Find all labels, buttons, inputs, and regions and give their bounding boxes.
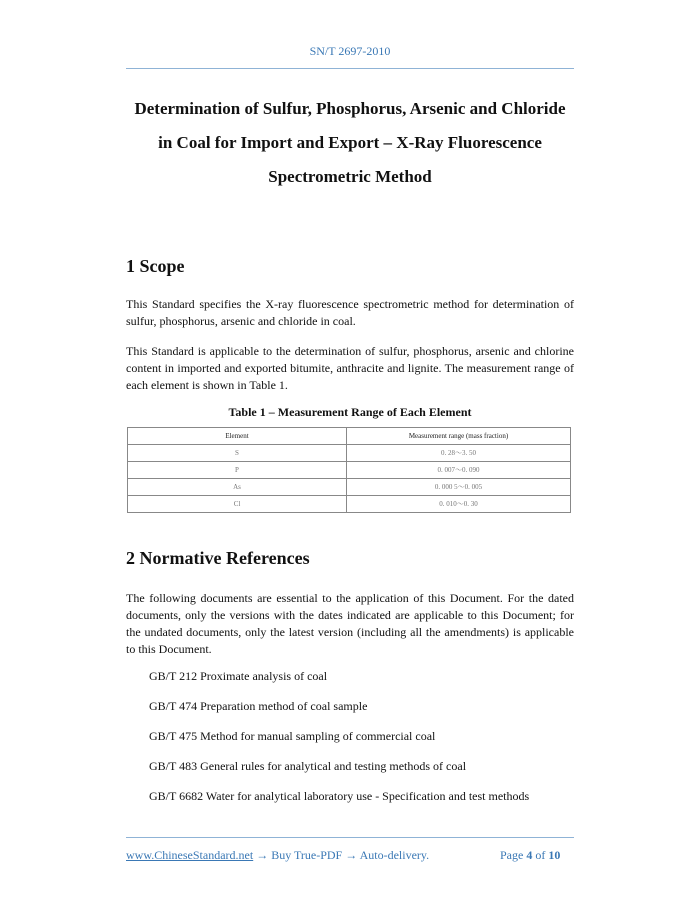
- title-line-3: Spectrometric Method: [268, 167, 432, 186]
- table-cell-element: S: [128, 445, 347, 462]
- table-cell-range: 0. 28～3. 50: [347, 445, 571, 462]
- scope-paragraph-2: This Standard is applicable to the determination of sulfur, phosphorus, arsenic and chlorine content in imported and exported bitumite, anthracite and lignite. The measurement range of each element is shown in Table 1.: [126, 344, 574, 392]
- reference-item: GB/T 474 Preparation method of coal sample: [149, 699, 368, 713]
- reference-item: GB/T 212 Proximate analysis of coal: [149, 669, 328, 683]
- footer-divider: [126, 837, 574, 838]
- reference-item: GB/T 483 General rules for analytical and testing methods of coal: [149, 759, 467, 773]
- buy-true-pdf-text: Buy True-PDF: [271, 848, 343, 862]
- page-label: Page: [500, 848, 524, 862]
- arrow-right-icon: →: [345, 848, 358, 862]
- reference-item: GB/T 475 Method for manual sampling of commercial coal: [149, 729, 436, 743]
- table-header-row: [128, 428, 571, 445]
- title-line-2: in Coal for Import and Export – X-Ray Fluorescence: [158, 133, 542, 152]
- table-row: [128, 496, 571, 513]
- table-row: [128, 479, 571, 496]
- document-code-header: SN/T 2697-2010: [309, 44, 391, 58]
- scope-paragraph-1: This Standard specifies the X-ray fluorescence spectrometric method for determination of sulfur, phosphorus, arsenic and chloride in coal.: [126, 297, 574, 328]
- table-header-element: Element: [128, 428, 347, 445]
- table-cell-element: P: [128, 462, 347, 479]
- footer-promo: [126, 848, 429, 863]
- header-divider: [126, 68, 574, 69]
- section-heading-normative-references: 2 Normative References: [126, 548, 310, 568]
- table-cell-element: Cl: [128, 496, 347, 513]
- table-row: [128, 462, 571, 479]
- arrow-right-icon: →: [256, 848, 269, 862]
- title-line-1: Determination of Sulfur, Phosphorus, Arsenic and Chloride: [134, 99, 566, 118]
- website-link[interactable]: www.ChineseStandard.net: [126, 848, 254, 862]
- table-cell-element: As: [128, 479, 347, 496]
- table-cell-range: 0. 007～0. 090: [347, 462, 571, 479]
- page-total: 10: [548, 848, 561, 862]
- page-number: 4: [526, 848, 533, 862]
- table-cell-range: 0. 000 5～0. 005: [347, 479, 571, 496]
- measurement-range-table: [127, 427, 571, 513]
- references-paragraph: The following documents are essential to the application of this Document. For the dated documents, only the versions with the dates indicated are applicable to this Document; for the undated documents, only the latest version (including all the amendments) is applicable to this Document.: [126, 591, 574, 656]
- table-caption: Table 1 – Measurement Range of Each Element: [228, 405, 472, 419]
- reference-item: GB/T 6682 Water for analytical laboratory use - Specification and test methods: [149, 789, 530, 803]
- table-cell-range: 0. 010～0. 30: [347, 496, 571, 513]
- section-heading-scope: 1 Scope: [126, 256, 185, 276]
- page-indicator: [500, 848, 560, 863]
- auto-delivery-text: Auto-delivery.: [359, 848, 430, 862]
- table-row: [128, 445, 571, 462]
- table-header-range: Measurement range (mass fraction): [347, 428, 571, 445]
- document-title: [100, 92, 600, 194]
- of-label: of: [535, 848, 546, 862]
